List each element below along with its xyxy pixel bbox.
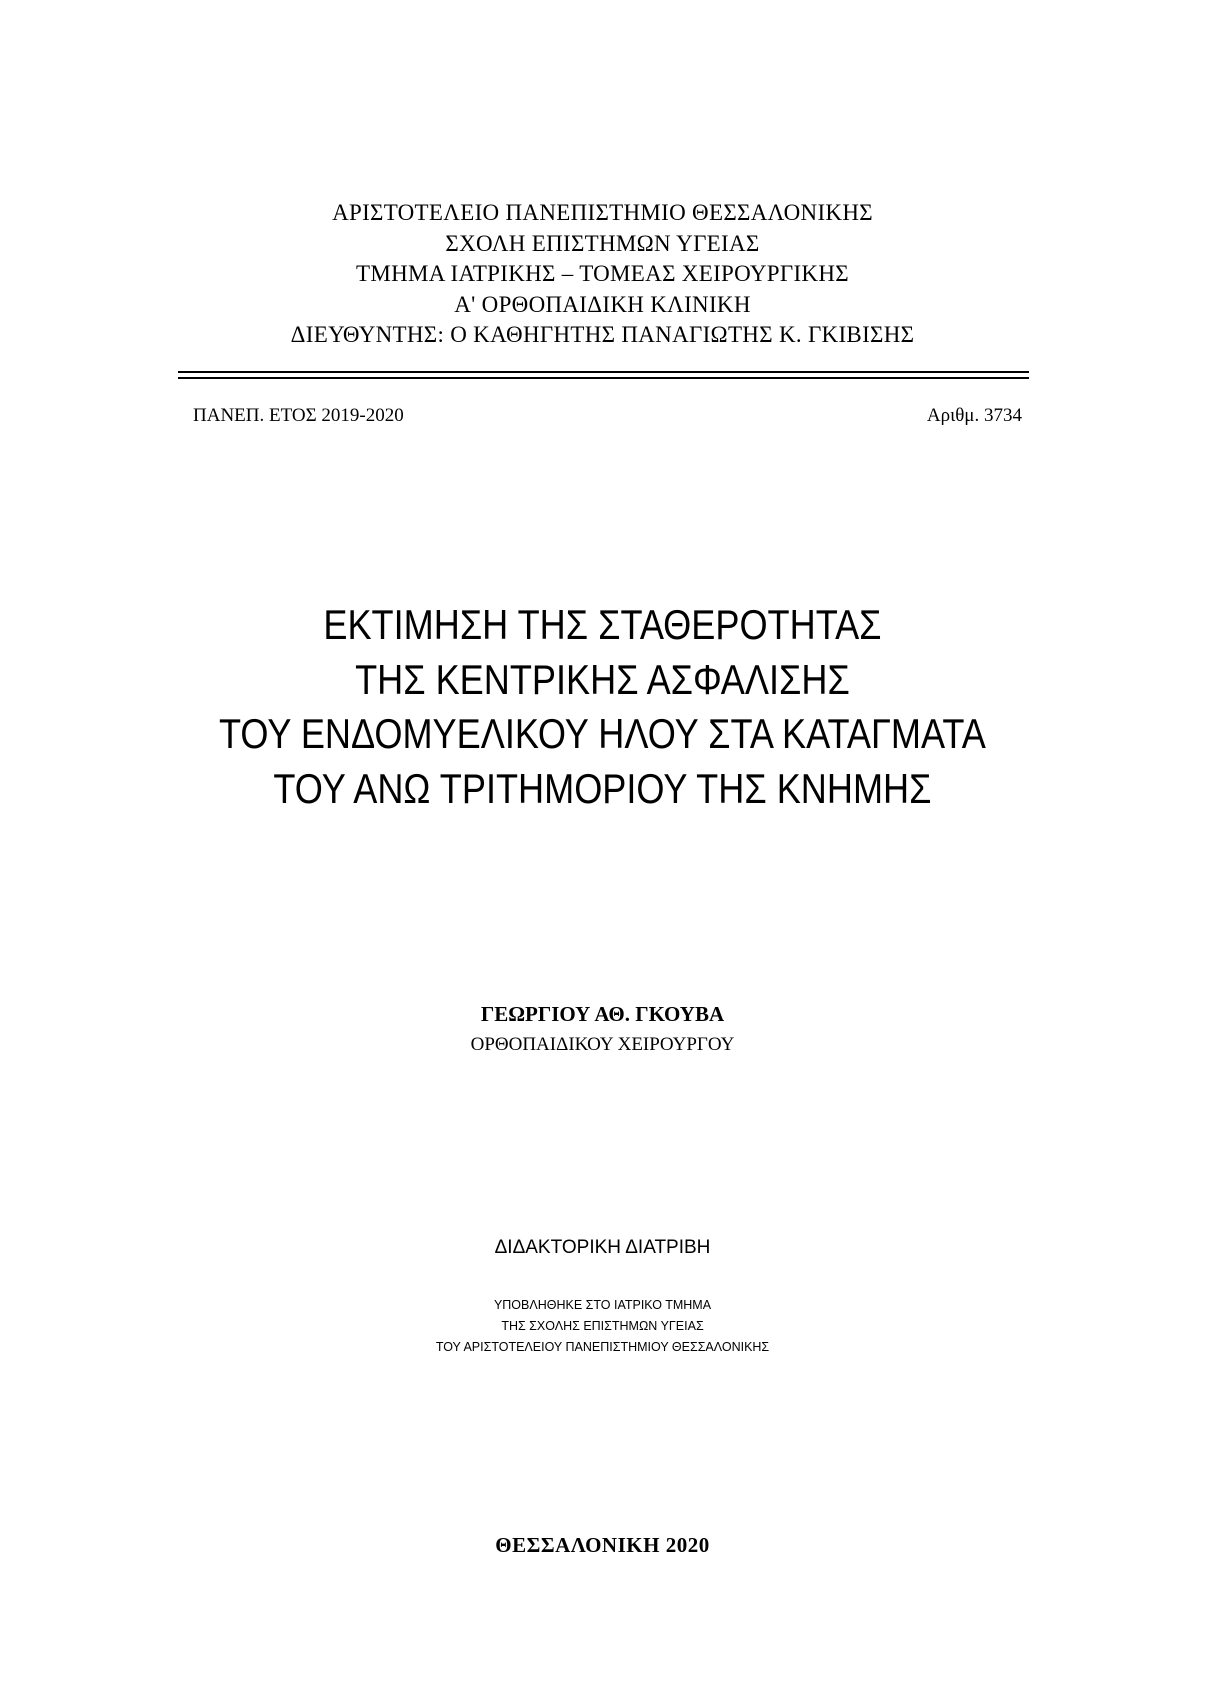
academic-year: ΠΑΝΕΠ. ΕΤΟΣ 2019-2020 (193, 405, 404, 426)
title-line-1: ΕΚΤΙΜΗΣΗ ΤΗΣ ΣΤΑΘΕΡΟΤΗΤΑΣ (323, 601, 882, 648)
author-role: ΟΡΘΟΠΑΙΔΙΚΟΥ ΧΕΙΡΟΥΡΓΟΥ (470, 1034, 735, 1055)
title-line-4: ΤΟΥ ΑΝΩ ΤΡΙΤΗΜΟΡΙΟΥ ΤΗΣ ΚΝΗΜΗΣ (273, 764, 932, 812)
thesis-title (84, 598, 1120, 816)
university-name: ΑΡΙΣΤΟΤΕΛΕΙΟ ΠΑΝΕΠΙΣΤΗΜΙΟ ΘΕΣΣΑΛΟΝΙΚΗΣ (332, 200, 873, 225)
department-name: ΤΜΗΜΑ ΙΑΤΡΙΚΗΣ – ΤΟΜΕΑΣ ΧΕΙΡΟΥΡΓΙΚΗΣ (356, 261, 849, 286)
header-divider-top (178, 371, 1029, 373)
thesis-number: Αριθμ. 3734 (926, 405, 1022, 426)
author-name: ΓΕΩΡΓΙΟΥ ΑΘ. ΓΚΟΥΒΑ (480, 1002, 725, 1026)
director-line: ΔΙΕΥΘΥΝΤΗΣ: Ο ΚΑΘΗΓΗΤΗΣ ΠΑΝΑΓΙΩΤΗΣ Κ. ΓΚΙΒΙΣΗΣ (290, 322, 915, 347)
school-name: ΣΧΟΛΗ ΕΠΙΣΤΗΜΩΝ ΥΓΕΙΑΣ (445, 230, 760, 256)
title-line-3: ΤΟΥ ΕΝΔΟΜΥΕΛΙΚΟΥ ΗΛΟΥ ΣΤΑ ΚΑΤΑΓΜΑΤΑ (219, 710, 986, 757)
title-line-2: ΤΗΣ ΚΕΝΤΡΙΚΗΣ ΑΣΦΑΛΙΣΗΣ (355, 655, 850, 703)
submission-line-3: ΤΟΥ ΑΡΙΣΤΟΤΕΛΕΙΟΥ ΠΑΝΕΠΙΣΤΗΜΙΟΥ ΘΕΣΣΑΛΟΝΙΚΗΣ (435, 1340, 770, 1354)
place-and-year: ΘΕΣΣΑΛΟΝΙΚΗ 2020 (495, 1533, 710, 1557)
clinic-name: Α' ΟΡΘΟΠΑΙΔΙΚΗ ΚΛΙΝΙΚΗ (454, 291, 751, 317)
submission-line-2: ΤΗΣ ΣΧΟΛΗΣ ΕΠΙΣΤΗΜΩΝ ΥΓΕΙΑΣ (501, 1319, 704, 1333)
submission-line-1: ΥΠΟΒΛΗΘΗΚΕ ΣΤΟ ΙΑΤΡΙΚΟ ΤΜΗΜΑ (493, 1298, 712, 1312)
degree-type: ΔΙΔΑΚΤΟΡΙΚΗ ΔΙΑΤΡΙΒΗ (494, 1237, 711, 1258)
institution-header (0, 198, 1205, 351)
header-divider-bottom (178, 377, 1029, 379)
submission-statement (0, 1295, 1205, 1358)
